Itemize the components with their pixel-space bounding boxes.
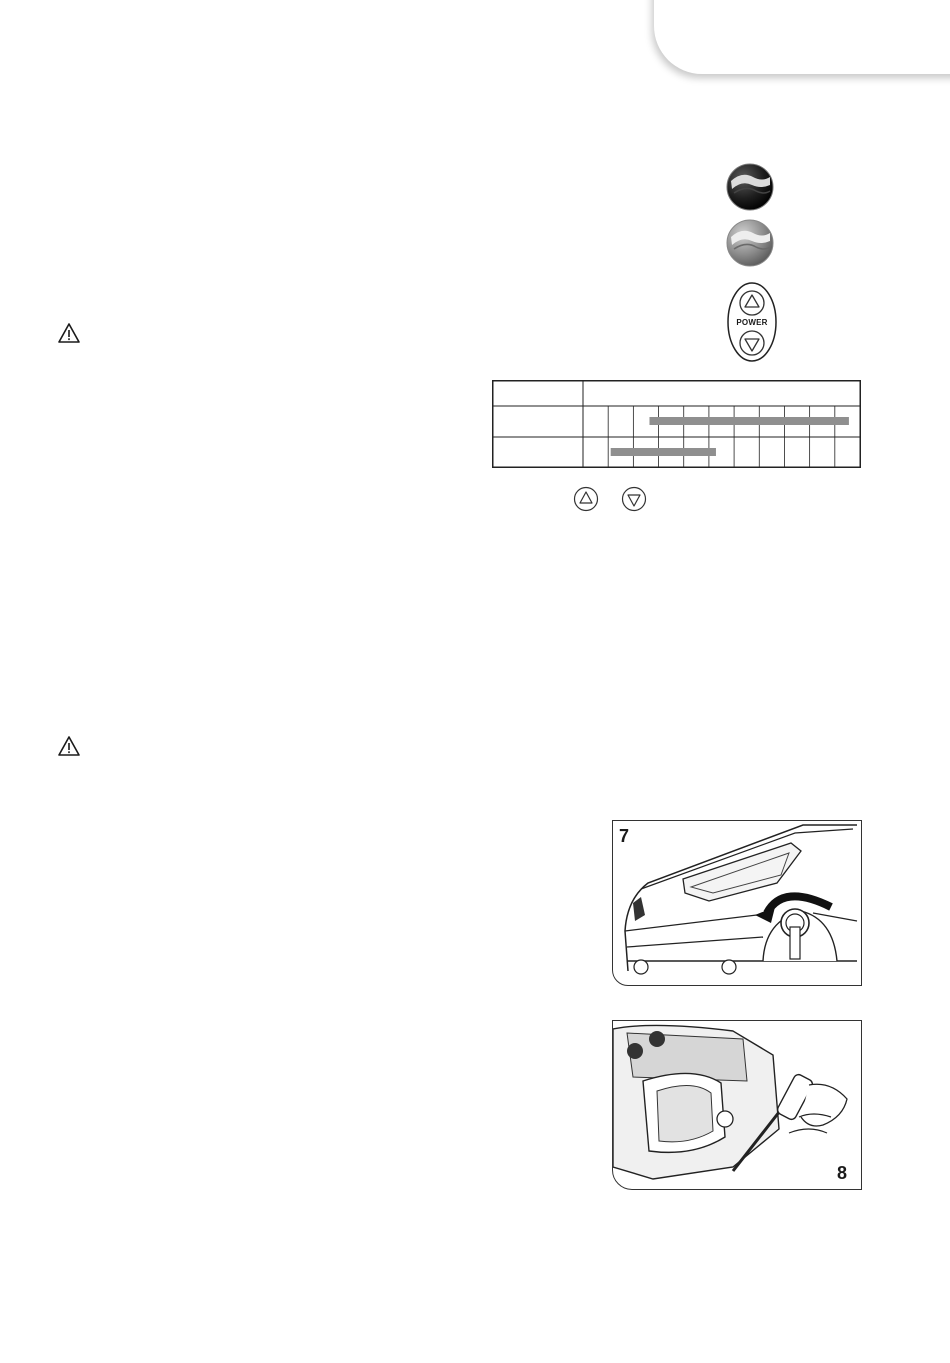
mode-button-grey-icon bbox=[726, 219, 774, 267]
page-header-tab bbox=[654, 0, 950, 74]
warning-triangle-icon bbox=[57, 735, 81, 757]
figure-number: 7 bbox=[619, 826, 630, 846]
figure-8-handpiece-connection bbox=[612, 1020, 862, 1190]
arrow-down-icon bbox=[621, 486, 647, 512]
arrow-down-icon[interactable] bbox=[738, 329, 766, 357]
speed-range-bar bbox=[649, 417, 848, 425]
speed-range-table bbox=[492, 380, 861, 468]
mode-button-dark-icon bbox=[726, 163, 774, 211]
figure-7-rotary-knob bbox=[612, 820, 862, 986]
arrow-up-icon bbox=[573, 486, 599, 512]
figure-number: 8 bbox=[837, 1163, 848, 1183]
power-control-panel bbox=[726, 281, 778, 363]
warning-triangle-icon bbox=[57, 322, 81, 344]
arrow-up-icon[interactable] bbox=[738, 289, 766, 317]
speed-range-bar bbox=[611, 448, 716, 456]
power-label: POWER bbox=[736, 318, 768, 327]
